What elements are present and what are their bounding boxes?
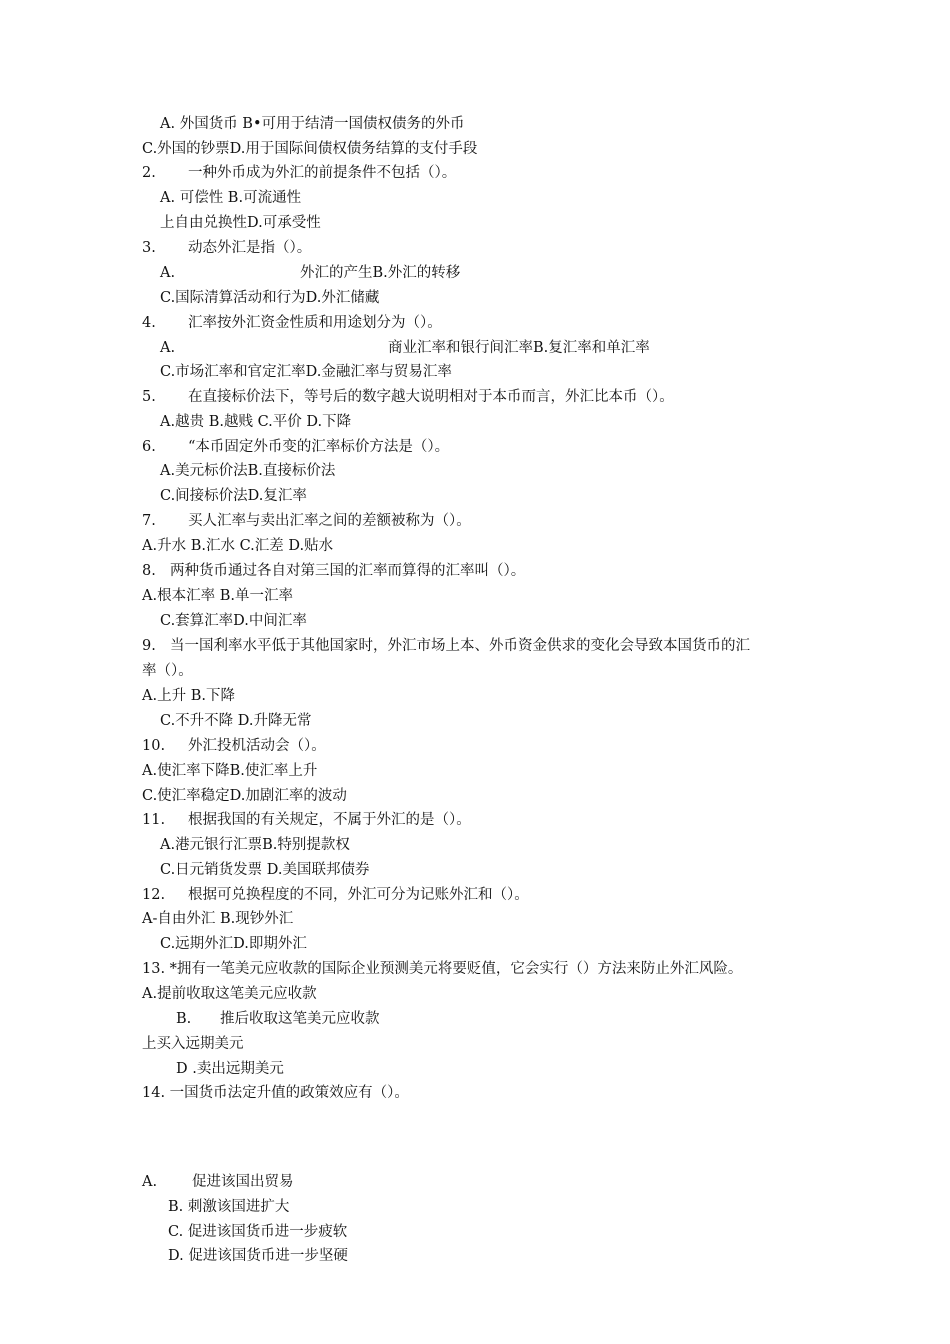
text: D .卖出远期美元 xyxy=(176,1061,284,1077)
question-number: 7. xyxy=(142,513,156,529)
q9-options-ab xyxy=(142,686,235,706)
text: C. 促进该国货币进一步疲软 xyxy=(168,1224,348,1240)
question-2 xyxy=(142,163,456,183)
q1-options-cd xyxy=(142,139,477,159)
q13-option-c xyxy=(142,1034,244,1054)
question-number: 6. xyxy=(142,439,156,455)
q3-options-ab xyxy=(160,263,460,283)
q8-options-cd xyxy=(160,611,307,631)
text: B. 刺激该国进扩大 xyxy=(168,1199,290,1215)
q13-option-a xyxy=(142,984,317,1004)
q12-options-ab xyxy=(142,909,293,929)
text: A.港元银行汇票B.特别提款权 xyxy=(160,837,350,853)
q5-options xyxy=(160,412,351,432)
question-number: 5. xyxy=(142,389,156,405)
q14-option-a xyxy=(142,1172,294,1192)
text: A.使汇率下降B.使汇率上升 xyxy=(142,763,318,779)
q1-options-ab xyxy=(160,114,465,134)
text: 上买入远期美元 xyxy=(142,1036,244,1052)
question-number: 4. xyxy=(142,315,156,331)
text: A.升水 B.汇水 C.汇差 D.贴水 xyxy=(142,538,334,554)
text: 促进该国出贸易 xyxy=(192,1174,294,1190)
question-text: 13. *拥有一笔美元应收款的国际企业预测美元将要贬值，它会实行（）方法来防止外汇风险。 xyxy=(142,961,743,977)
q4-options-cd xyxy=(160,362,452,382)
question-12 xyxy=(142,885,529,905)
question-4 xyxy=(142,313,442,333)
option-label: A. xyxy=(160,340,176,356)
question-9 xyxy=(142,636,750,656)
option-label: B. xyxy=(176,1011,192,1027)
q6-options-ab xyxy=(160,461,335,481)
question-number: 9. xyxy=(142,638,156,654)
text: A. 外国货币 B•可用于结清一国债权债务的外币 xyxy=(160,116,465,132)
q6-options-cd xyxy=(160,486,307,506)
text: C.国际清算活动和行为D.外汇储藏 xyxy=(160,290,380,306)
q13-option-b xyxy=(176,1009,380,1029)
q14-option-c xyxy=(168,1222,347,1242)
text: A.美元标价法B.直接标价法 xyxy=(160,463,336,479)
text: C.套算汇率D.中间汇率 xyxy=(160,613,307,629)
text: 推后收取这笔美元应收款 xyxy=(220,1011,380,1027)
text: C.不升不降 D.升降无常 xyxy=(160,713,312,729)
q13-option-d xyxy=(176,1059,284,1079)
question-text: “本币固定外币变的汇率标价方法是（）。 xyxy=(188,439,450,455)
q11-options-cd xyxy=(160,860,370,880)
text: 外汇的产生B.外汇的转移 xyxy=(300,265,461,281)
text: A.提前收取这笔美元应收款 xyxy=(142,986,317,1002)
question-9-continued xyxy=(142,661,193,681)
q3-options-cd xyxy=(160,288,379,308)
text: A.根本汇率 B.单一汇率 xyxy=(142,588,293,604)
text: 上自由兑换性D.可承受性 xyxy=(160,215,321,231)
question-14 xyxy=(142,1083,409,1103)
text: C.远期外汇D.即期外汇 xyxy=(160,936,307,952)
question-number: 12. xyxy=(142,887,166,903)
q7-options xyxy=(142,536,333,556)
q10-options-ab xyxy=(142,761,317,781)
question-number: 8. xyxy=(142,563,156,579)
text: C.日元销货发票 D.美国联邦债券 xyxy=(160,862,370,878)
q10-options-cd xyxy=(142,786,347,806)
question-number: 2. xyxy=(142,165,156,181)
text: 商业汇率和银行间汇率B.复汇率和单汇率 xyxy=(388,340,650,356)
text: C.外国的钞票D.用于国际间债权债务结算的支付手段 xyxy=(142,141,478,157)
question-6 xyxy=(142,437,449,457)
text: C.间接标价法D.复汇率 xyxy=(160,488,307,504)
question-text: 汇率按外汇资金性质和用途划分为（）。 xyxy=(188,315,442,331)
text: A.越贵 B.越贱 C.平价 D.下降 xyxy=(160,414,352,430)
question-number: 3. xyxy=(142,240,156,256)
question-text: 根据可兑换程度的不同，外汇可分为记账外汇和（）。 xyxy=(188,887,529,903)
question-text: 当一国利率水平低于其他国家时，外汇市场上本、外币资金供求的变化会导致本国货币的汇 xyxy=(170,638,750,654)
q2-options-cd xyxy=(160,213,321,233)
option-label: A. xyxy=(142,1174,158,1190)
question-7 xyxy=(142,511,471,531)
question-text: 外汇投机活动会（）。 xyxy=(188,738,326,754)
question-text: 根据我国的有关规定，不属于外汇的是（）。 xyxy=(188,812,471,828)
text: C.市场汇率和官定汇率D.金融汇率与贸易汇率 xyxy=(160,364,452,380)
question-8 xyxy=(142,561,525,581)
q12-options-cd xyxy=(160,934,307,954)
question-10 xyxy=(142,736,326,756)
q11-options-ab xyxy=(160,835,350,855)
question-13 xyxy=(142,959,742,979)
text: C.使汇率稳定D.加剧汇率的波动 xyxy=(142,788,347,804)
text: A. 可偿性 B.可流通性 xyxy=(160,190,302,206)
q4-options-ab xyxy=(160,338,650,358)
question-text: 两种货币通过各自对第三国的汇率而算得的汇率叫（）。 xyxy=(170,563,526,579)
question-text: 动态外汇是指（）。 xyxy=(188,240,312,256)
question-text: 14. 一国货币法定升值的政策效应有（）。 xyxy=(142,1085,409,1101)
question-11 xyxy=(142,810,471,830)
text: 率（）。 xyxy=(142,663,193,679)
question-5 xyxy=(142,387,674,407)
q14-option-b xyxy=(168,1197,289,1217)
text: A.上升 B.下降 xyxy=(142,688,235,704)
question-text: 买人汇率与卖出汇率之间的差额被称为（）。 xyxy=(188,513,471,529)
q2-options-ab xyxy=(160,188,301,208)
q8-options-ab xyxy=(142,586,293,606)
q9-options-cd xyxy=(160,711,312,731)
question-text: 在直接标价法下，等号后的数字越大说明相对于本币而言，外汇比本币（）。 xyxy=(188,389,674,405)
text: A-自由外汇 B.现钞外汇 xyxy=(142,911,294,927)
question-number: 11. xyxy=(142,812,166,828)
question-text: 一种外币成为外汇的前提条件不包括（）。 xyxy=(188,165,457,181)
question-number: 10. xyxy=(142,738,166,754)
question-3 xyxy=(142,238,311,258)
q14-option-d xyxy=(168,1246,348,1266)
option-label: A. xyxy=(160,265,176,281)
text: D. 促进该国货币进一步坚硬 xyxy=(168,1248,348,1264)
